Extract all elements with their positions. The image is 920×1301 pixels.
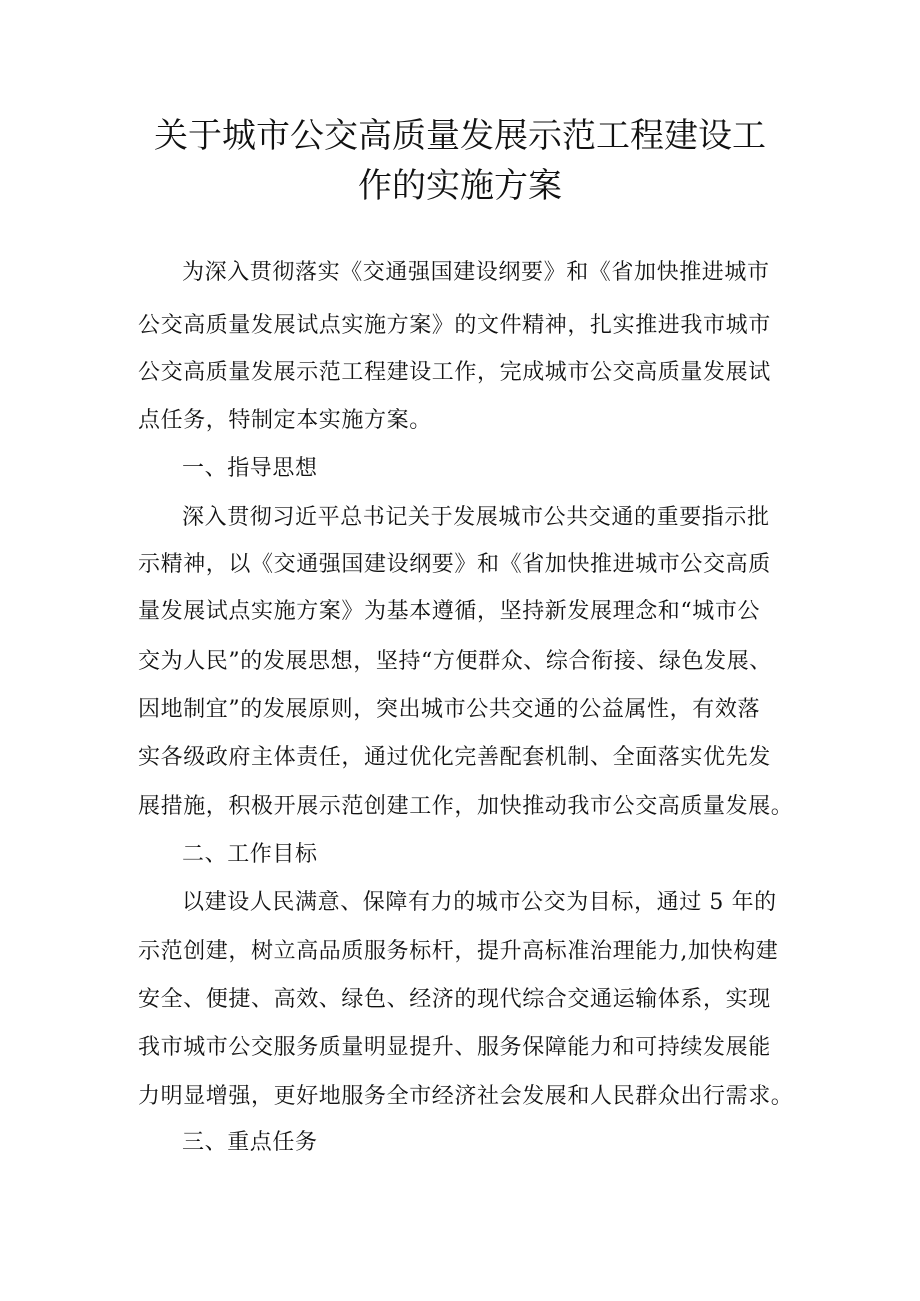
guiding-ideology-paragraph-line: 示精神，以《交通强国建设纲要》和《省加快推进城市公交高质 [138,552,771,577]
work-goals-paragraph-line: 示范创建，树立高品质服务标杆，提升高标准治理能力,加快构建 [138,939,779,964]
intro-paragraph-line: 点任务，特制定本实施方案。 [138,408,432,433]
guiding-ideology-paragraph-line: 交为人民”的发展思想，坚持“方便群众、综合衔接、绿色发展、 [138,649,772,674]
work-goals-paragraph-line: 安全、便捷、高效、绿色、经济的现代综合交通运输体系，实现 [138,987,771,1012]
intro-paragraph-line: 为深入贯彻落实《交通强国建设纲要》和《省加快推进城市 [182,260,770,285]
work-goals-paragraph-line: 力明显增强，更好地服务全市经济社会发展和人民群众出行需求。 [138,1084,794,1109]
work-goals-paragraph-line: 以建设人民满意、保障有力的城市公交为目标，通过 5 年的 [182,890,777,915]
section-heading-guiding-ideology: 一、指导思想 [182,456,318,481]
section-heading-work-goals: 二、工作目标 [182,842,318,867]
guiding-ideology-paragraph-line: 展措施，积极开展示范创建工作，加快推动我市公交高质量发展。 [138,794,794,819]
guiding-ideology-paragraph-line: 实各级政府主体责任，通过优化完善配套机制、全面落实优先发 [138,745,771,770]
work-goals-paragraph-line: 我市城市公交服务质量明显提升、服务保障能力和可持续发展能 [138,1035,771,1060]
intro-paragraph-line: 公交高质量发展试点实施方案》的文件精神，扎实推进我市城市 [138,313,771,338]
section-heading-key-tasks: 三、重点任务 [182,1130,318,1155]
guiding-ideology-paragraph-line: 深入贯彻习近平总书记关于发展城市公共交通的重要指示批 [182,505,770,530]
guiding-ideology-paragraph-line: 量发展试点实施方案》为基本遵循，坚持新发展理念和“城市公 [138,599,761,624]
document-title-line-1: 关于城市公交高质量发展示范工程建设工 [154,116,766,156]
intro-paragraph-line: 公交高质量发展示范工程建设工作，完成城市公交高质量发展试 [138,360,771,385]
document-title-line-2: 作的实施方案 [358,166,562,206]
guiding-ideology-paragraph-line: 因地制宜”的发展原则，突出城市公共交通的公益属性，有效落 [138,697,761,722]
